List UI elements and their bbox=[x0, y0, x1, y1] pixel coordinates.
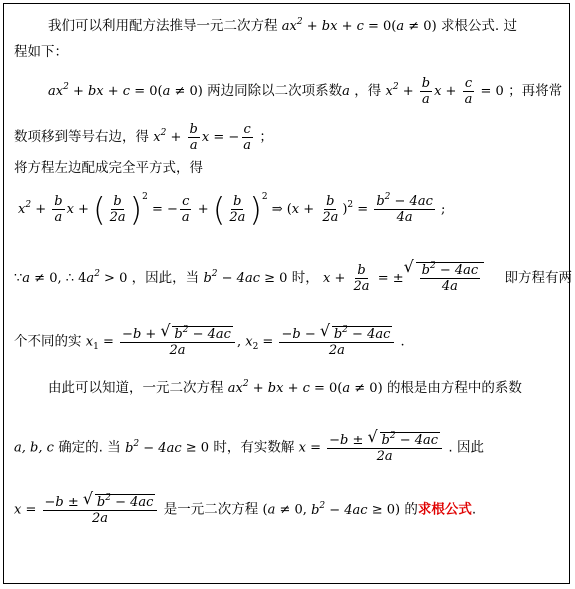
text-roots-determined: 的根是由方程中的系数 bbox=[386, 380, 522, 396]
text-then: ；再将常 bbox=[508, 83, 563, 99]
eq-general: $ax^2$ + bx + c bbox=[281, 17, 364, 34]
paragraph-2-line-2: 数项移到等号右边，得 $x^2$ + $\frac{b}{a}$ x = − $\frac{c}{a}$ ； bbox=[14, 122, 273, 153]
paragraph-2-line-1: $ax^2$ + bx + c = 0(a ≠ 0) 两边同除以二次项系数a ，得 $x^2$ + $\frac{b}{a}$ x + $\frac{c}{a}$ = 0 ；再将常 bbox=[48, 76, 563, 107]
text-real: 个不同的实 bbox=[14, 333, 82, 350]
paragraph-5-line-2: a, b, c 确定的. 当 $b^2 - 4ac \ge 0$ 时，有实数解 x = $\frac{-b \pm √ b^2 - 4ac}{2a}$ . 因此 bbox=[14, 432, 484, 464]
text-process: 程如下： bbox=[14, 44, 68, 60]
paragraph-1-line-1: 我们可以利用配方法推导一元二次方程 $ax^2$ + bx + c = 0(a ≠ 0) 求根公式. 过 bbox=[48, 17, 518, 34]
text-when: 时， bbox=[291, 270, 319, 286]
text-move: 数项移到等号右边，得 bbox=[14, 129, 149, 145]
paragraph-5-line-1: 由此可以知道，一元二次方程 $ax^2$ + bx + c = 0(a ≠ 0) 的根是由方程中的系数 bbox=[48, 379, 522, 396]
paragraph-5-line-3: x = $\frac{-b \pm √ b^2 - 4ac}{2a}$ 是一元二次方程 (a ≠ 0, $b^2 - 4ac \ge 0$) 的求根公式. bbox=[14, 494, 476, 526]
text-complete-square: 将方程左边配成完全平方式，得 bbox=[14, 160, 203, 176]
content-frame bbox=[3, 3, 570, 584]
paragraph-4-line-1: ∵a ≠ 0, ∴ $4a^2 > 0$ ，因此，当 $b^2 - 4ac \ge 0$ 时， x + $\frac{b}{2a}$ = ± √ $\frac{b^2 - 4ac}{4a}$ 即方程有两 bbox=[14, 262, 572, 294]
highlight-quadratic-formula: 求根公式 bbox=[417, 501, 472, 518]
text-get: ，得 bbox=[354, 83, 382, 99]
text-two-roots: 即方程有两 bbox=[504, 270, 572, 286]
text-thus: 由此可以知道，一元二次方程 bbox=[48, 380, 224, 396]
text-intro: 我们可以利用配方法推导一元二次方程 bbox=[48, 18, 278, 34]
paragraph-4-line-2: 个不同的实 $x_1$ = $\frac{-b + √ b^2 - 4ac}{2a}$ , $x_2$ = $\frac{-b - √ b^2 - 4ac}{2a}$ . bbox=[14, 326, 405, 358]
text-determined: 确定的. 当 bbox=[58, 439, 121, 456]
equation-complete-square: $x^2$ + $\frac{b}{a}$ x + ( $\frac{b}{2a}$ )$^2$ = − $\frac{c}{a}$ + ( $\frac{b}{2a}$ )$^2$ ⇒ (x + $\frac{b}{2a}$ )$^2$ = $\frac{b^2 - 4ac}{4a}$ ; bbox=[18, 190, 446, 229]
text-therefore: ，因此，当 bbox=[131, 270, 200, 286]
paragraph-1-line-2 bbox=[14, 44, 68, 60]
text-real-solution: 时，有实数解 bbox=[213, 439, 295, 456]
text-hence: . 因此 bbox=[448, 439, 484, 456]
paragraph-3-line-1 bbox=[14, 160, 203, 176]
text-intro-end: 求根公式. 过 bbox=[440, 18, 518, 34]
text-is-quadratic: 是一元二次方程 bbox=[163, 501, 259, 518]
text-divide: 两边同除以二次项系数 bbox=[207, 83, 343, 99]
